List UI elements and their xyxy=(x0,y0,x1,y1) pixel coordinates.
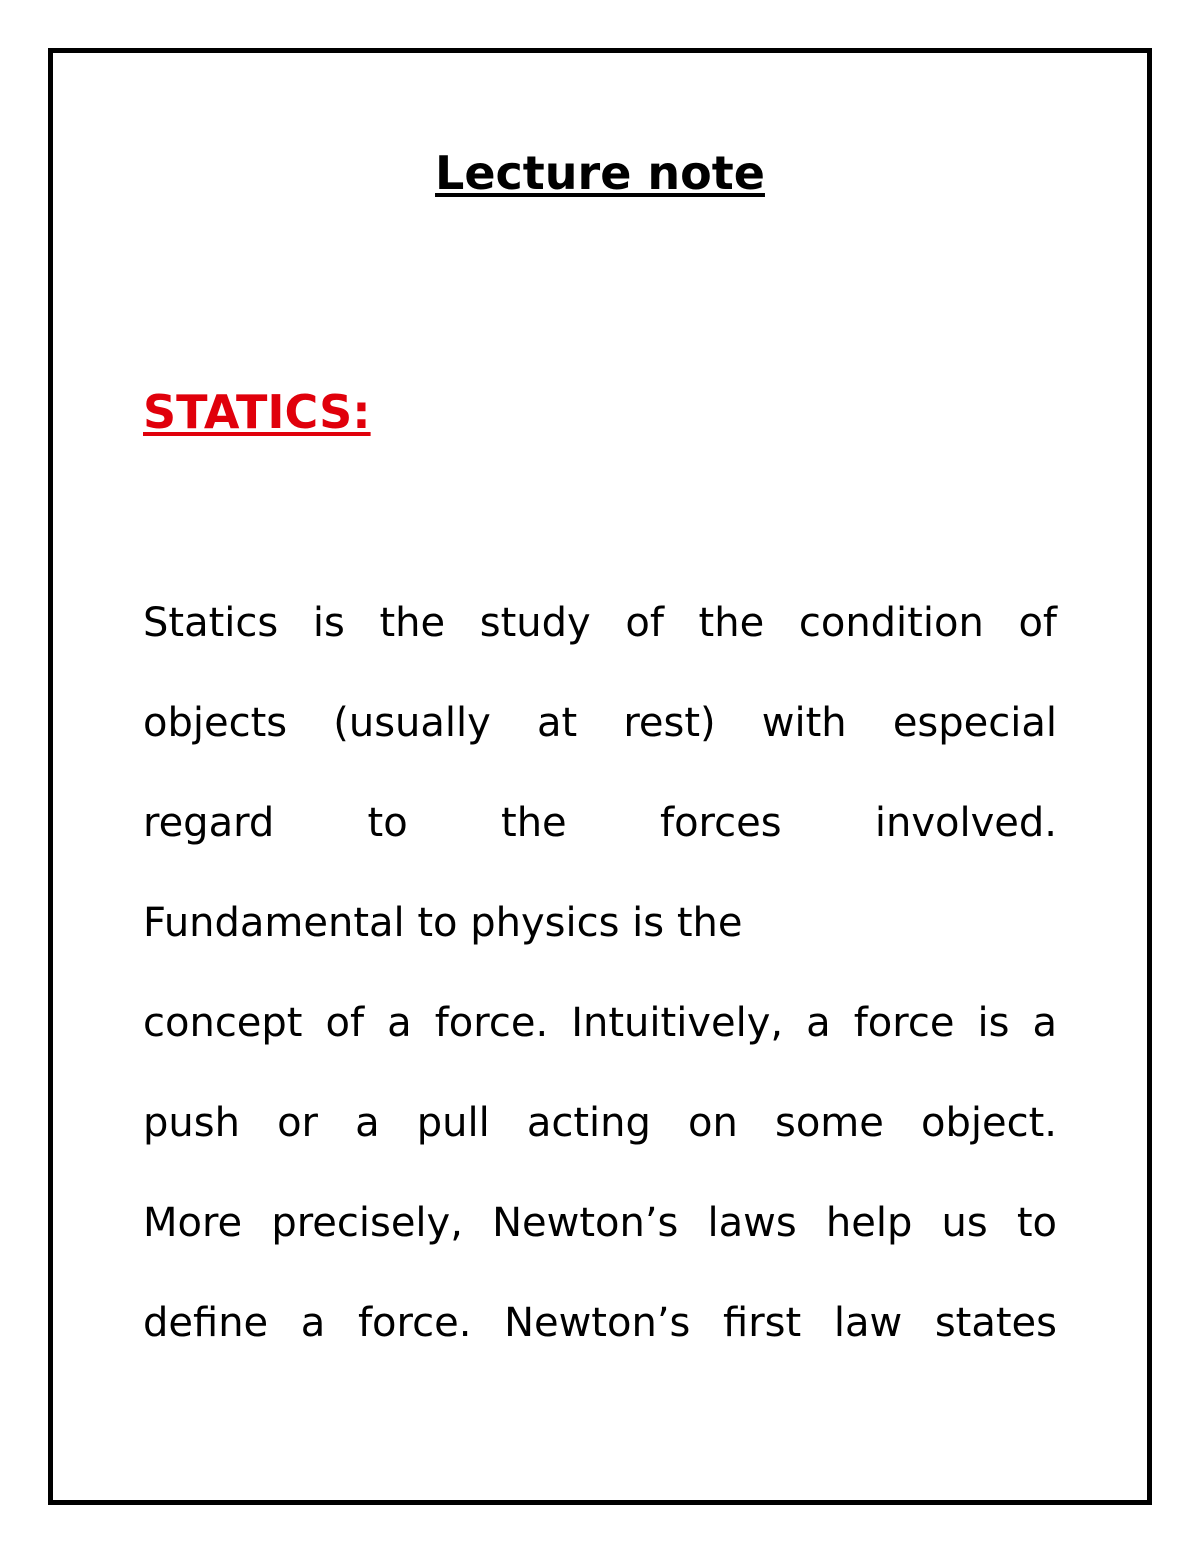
body-text-line: objects (usually at rest) with especial xyxy=(143,700,1057,746)
body-text-line: regard to the forces involved. xyxy=(143,800,1057,846)
body-text-line: concept of a force. Intuitively, a force is a xyxy=(143,1000,1057,1046)
body-text-line: Fundamental to physics is the xyxy=(143,900,743,946)
page-title: Lecture note xyxy=(435,146,765,200)
page-border xyxy=(48,48,1152,1505)
body-text-line: Statics is the study of the condition of xyxy=(143,600,1057,646)
body-text-line: define a force. Newton’s first law states xyxy=(143,1300,1057,1346)
body-text-line: push or a pull acting on some object. xyxy=(143,1100,1057,1146)
section-heading-statics: STATICS: xyxy=(143,385,371,439)
body-text-line: More precisely, Newton’s laws help us to xyxy=(143,1200,1057,1246)
